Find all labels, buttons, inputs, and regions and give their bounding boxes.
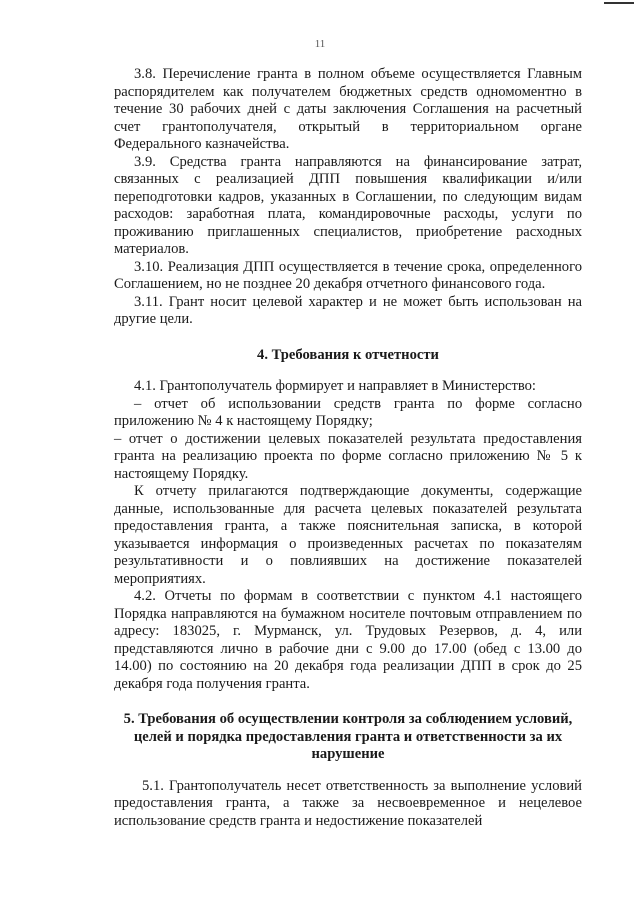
page-number: 11 [314,38,326,50]
paragraph-4-2: 4.2. Отчеты по формам в соответствии с пунктом 4.1 настоящего Порядка направляются на бумажном носителе почтовым отправлением по адресу: 183025, г. Мурманск, ул. Трудовых Резервов, д. 4, или представляются лично в рабочие дни с 9.00 до 17.00 (обед с 13.00 до 14.00) по состоянию на 20 декабря года реализации ДПП в срок до 25 декабря года получения гранта. [114,588,582,692]
section-5-heading: 5. Требования об осуществлении контроля за соблюдением условий, целей и порядка предоставления гранта и ответственности за их нарушение [123,711,573,762]
list-item-report-indicators: – отчет о достижении целевых показателей результата предоставления гранта на реализацию проекта по форме согласно приложению № 5 к настоящему Порядку. [114,430,582,482]
section-4-heading: 4. Требования к отчетности [257,346,439,363]
paragraph-3-11: 3.11. Грант носит целевой характер и не может быть использован на другие цели. [114,293,582,327]
paragraph-4-1: 4.1. Грантополучатель формирует и направляет в Министерство: [134,378,536,394]
paragraph-attachments: К отчету прилагаются подтверждающие документы, содержащие данные, использованные для расчета целевых показателей результата предоставления гранта, а также пояснительная записка, в которой указывается информация о произведенных расчетах по показателям результативности и о повлиявших на достижение показателей мероприятиях. [114,483,582,587]
corner-mark [604,2,634,4]
paragraph-3-9: 3.9. Средства гранта направляются на финансирование затрат, связанных с реализацией ДПП повышения квалификации и/или переподготовки кадров, указанных в Соглашении, по следующим видам расходов: заработная плата, командировочные расходы, услуги по проживанию приглашенных специалистов, приобретение расходных материалов. [114,153,582,257]
paragraph-3-8: 3.8. Перечисление гранта в полном объеме осуществляется Главным распорядителем как получателем бюджетных средств одномоментно в течение 30 рабочих дней с даты заключения Соглашения на расчетный счет грантополучателя, открытый в территориальном органе Федерального казначейства. [114,66,582,152]
paragraph-5-1: 5.1. Грантополучатель несет ответственность за выполнение условий предоставления гранта, а также за несвоевременное и нецелевое использование средств гранта и недостижение показателей [114,777,582,829]
list-item-report-usage: – отчет об использовании средств гранта по форме согласно приложению № 4 к настоящему Порядку; [114,395,582,429]
paragraph-3-10: 3.10. Реализация ДПП осуществляется в течение срока, определенного Соглашением, но не позднее 20 декабря отчетного финансового года. [114,258,582,292]
document-body [114,66,582,830]
